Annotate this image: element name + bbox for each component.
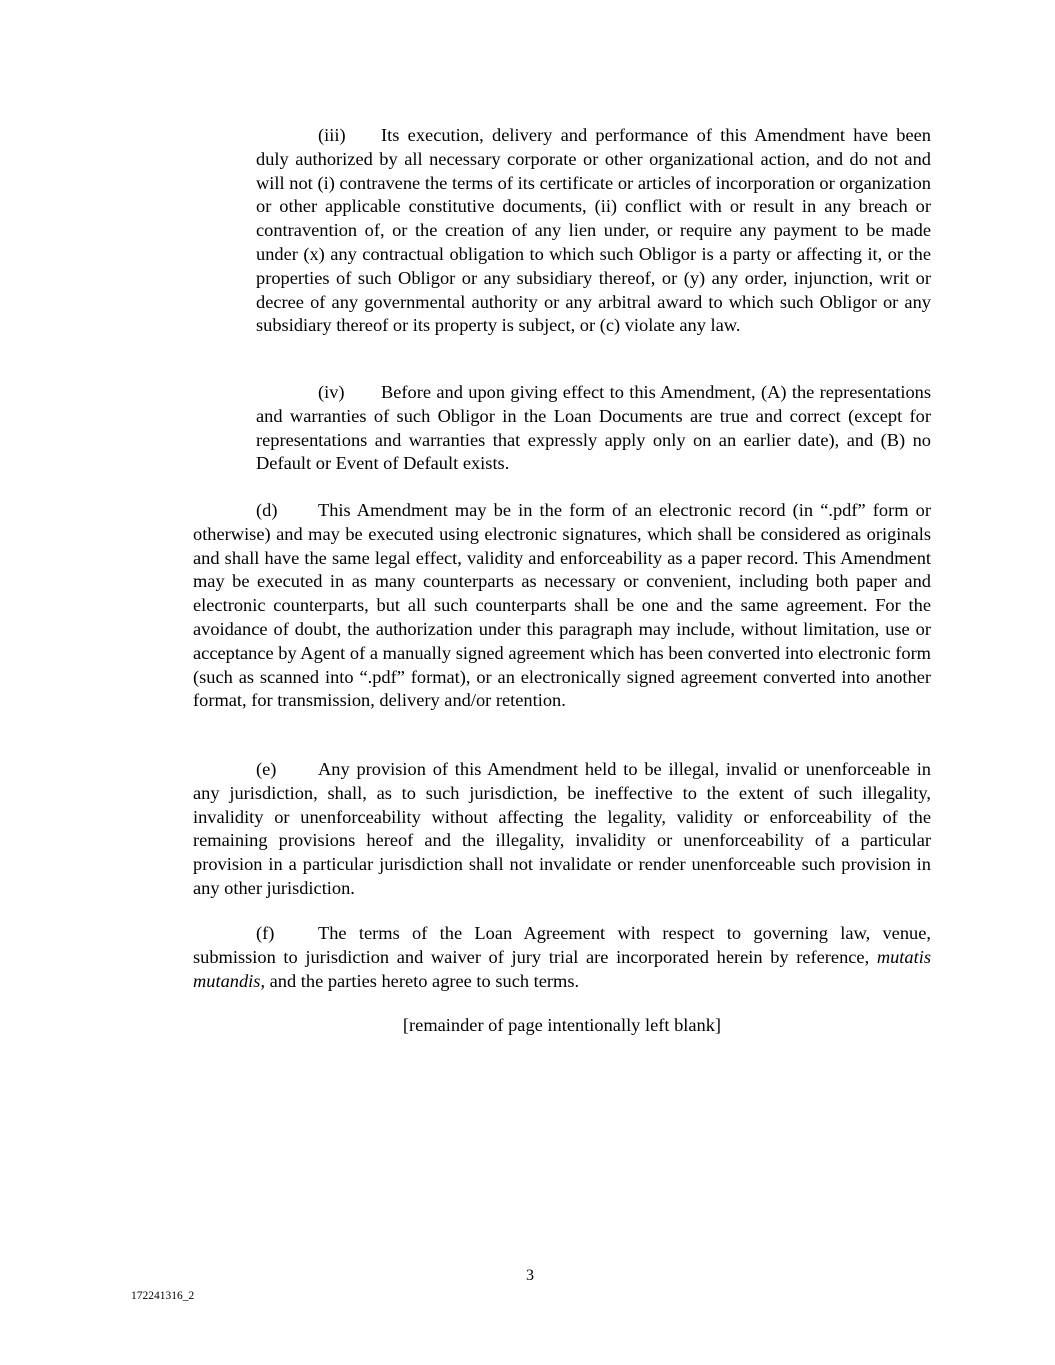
paragraph-iv (256, 381, 931, 476)
paragraph-f-label: (f) (256, 923, 275, 943)
paragraph-d-label: (d) (256, 500, 278, 520)
paragraph-d-text: This Amendment may be in the form of an electronic record (in “.pdf” form or otherwise) and may be executed using electronic signatures, which shall be considered as originals and shall have the same legal effect, validity and enforceability as a paper record. This Amendment may be executed in as many counterparts as necessary or convenient, including both paper and electronic counterparts, but all such counterparts shall be one and the same agreement. For the avoidance of doubt, the authorization under this paragraph may include, without limitation, use or acceptance by Agent of a manually signed agreement which has been converted into electronic form (such as scanned into “.pdf” format), or an electronically signed agreement converted into another format, for transmission, delivery and/or retention. (193, 500, 931, 711)
paragraph-f-italic-term: mutatis mutandis (193, 946, 931, 991)
paragraph-iii-label: (iii) (318, 125, 346, 145)
paragraph-iii-text: Its execution, delivery and performance of this Amendment have been duly authorized by all necessary corporate or other organizational action, and do not and will not (i) contravene the terms of its certificate or articles of incorporation or organization or other applicable constitutive documents, (ii) conflict with or result in any breach or contravention of, or the creation of any lien under, or require any payment to be made under (x) any contractual obligation to which such Obligor is a party or affecting it, or the properties of such Obligor or any subsidiary thereof, or (y) any order, injunction, writ or decree of any governmental authority or any arbitral award to which such Obligor or any subsidiary thereof or its property is subject, or (c) violate any law. (256, 125, 931, 336)
paragraph-iv-label: (iv) (318, 382, 345, 402)
document-id: 172241316_2 (131, 1290, 195, 1302)
remainder-note: [remainder of page intentionally left blank] (402, 1015, 722, 1035)
paragraph-f-text-after: , and the parties hereto agree to such terms. (260, 970, 580, 991)
paragraph-iii (256, 124, 931, 338)
paragraph-e-text: Any provision of this Amendment held to be illegal, invalid or unenforceable in any jurisdiction, shall, as to such jurisdiction, be ineffective to the extent of such illegality, invalidity or unenforceability without affecting the legality, validity or enforceability of the remaining provisions hereof and the illegality, invalidity or unenforceability of a particular provision in a particular jurisdiction shall not invalidate or render unenforceable such provision in any other jurisdiction. (193, 759, 931, 898)
paragraph-e (193, 758, 931, 901)
paragraph-iv-text: Before and upon giving effect to this Amendment, (A) the representations and warranties of such Obligor in the Loan Documents are true and correct (except for representations and warranties that expressly apply only on an earlier date), and (B) no Default or Event of Default exists. (256, 382, 931, 474)
paragraph-d (193, 499, 931, 713)
paragraph-f (193, 922, 931, 993)
page-number: 3 (526, 1267, 534, 1284)
paragraph-f-text-before: The terms of the Loan Agreement with respect to governing law, venue, submission to jurisdiction and waiver of jury trial are incorporated herein by reference, (193, 923, 931, 967)
paragraph-e-label: (e) (256, 759, 277, 779)
